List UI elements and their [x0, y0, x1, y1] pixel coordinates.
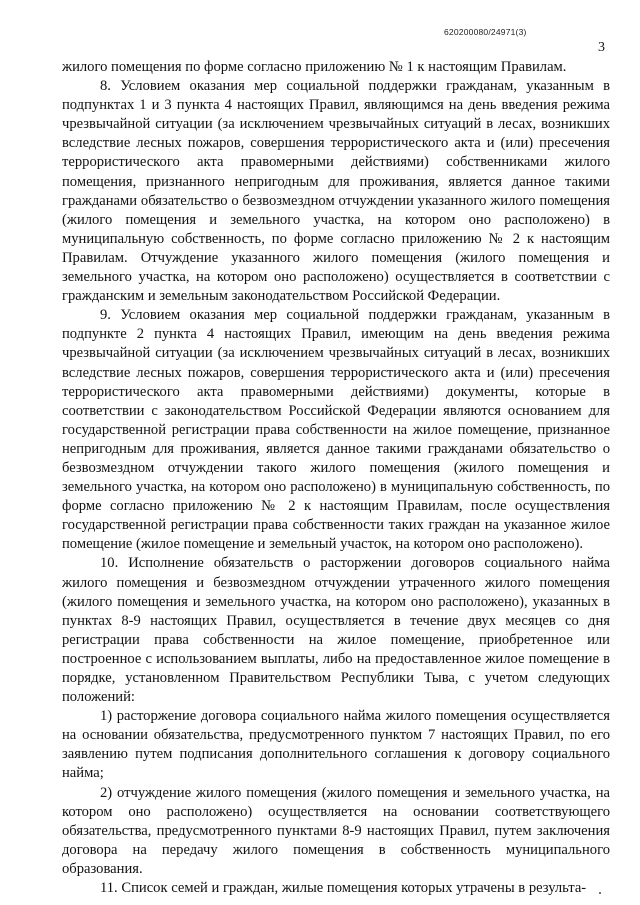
paragraph-8: 8. Условием оказания мер социальной поддержки гражданам, указанным в подпунктах 1 и 3 пункта 4 настоящих Правил, являющимся на день введения режима чрезвычайной ситуации (за исключением чрезвычайных ситуаций в лесах, возникших вследствие лесных пожаров, совершения террористического акта и (или) пресечения террористического акта правомерными действиями) собственниками жилого помещения, признанного непригодным для проживания, является данное такими гражданами обязательство о безвозмездном отчуждении указанного жилого помещения (жилого помещения и земельного участка, на котором оно расположено) в муниципальную собственность, по форме согласно приложению № 2 к настоящим Правилам. Отчуждение указанного жилого помещения (жилого помещения и земельного участка, на котором оно расположено) осуществляется в соответствии с гражданским и земельным законодательством Российской Федерации. [62, 78, 610, 305]
subitem-1: 1) расторжение договора социального найма жилого помещения осуществляется на основании обязательства, предусмотренного пунктом 7 настоящих Правил, по его заявлению путем подписания дополнительного соглашения к договору социального найма; [62, 708, 610, 782]
paragraph-9: 9. Условием оказания мер социальной поддержки гражданам, указанным в подпункте 2 пункта 4 настоящих Правил, имеющим на день введения режима чрезвычайной ситуации (за исключением чрезвычайных ситуаций в лесах, возникших вследствие лесных пожаров, совершения террористического акта и (или) пресечения террористического акта правомерными действиями) документы, которые в соответствии с законодательством Российской Федерации являются основанием для государственной регистрации права собственности на жилое помещение, признанное непригодным для проживания, является данное такими гражданами обязательство о безвозмездном отчуждении такого жилого помещения (жилого помещения и земельного участка, на котором оно расположено) в муниципальную собственность, по форме согласно приложению № 2 к настоящим Правилам, после осуществления государственной регистрации права собственности таких граждан на указанное жилое помещение (жилое помещение и земельный участок, на котором оно расположено). [62, 307, 610, 553]
page-number: 3 [598, 40, 605, 55]
paragraph-11: 11. Список семей и граждан, жилые помещения которых утрачены в результа- [100, 880, 587, 897]
document-id: 620200080/24971(3) [444, 27, 527, 37]
paragraph-10: 10. Исполнение обязательств о расторжении договоров социального найма жилого помещения и безвозмездном отчуждении утраченного жилого помещения (жилого помещения и земельного участка, на котором оно расположено), указанных в пунктах 8-9 настоящих Правил, осуществляется в течение двух месяцев со дня регистрации права собственности на жилое помещение, приобретенное или построенное с использованием выплаты, либо на предоставленное жилое помещение в порядке, установленном Правительством Республики Тыва, с учетом следующих положений: [62, 555, 610, 706]
paragraph-continuation: жилого помещения по форме согласно приложению № 1 к настоящим Правилам. [62, 59, 567, 75]
scan-speck [599, 892, 601, 894]
document-body [62, 58, 610, 898]
subitem-2: 2) отчуждение жилого помещения (жилого помещения и земельного участка, на котором оно расположено) осуществляется на основании соответствующего обязательства, предусмотренного пунктами 8-9 настоящих Правил, путем заключения договора на передачу жилого помещения в собственность муниципального образования. [62, 784, 610, 877]
